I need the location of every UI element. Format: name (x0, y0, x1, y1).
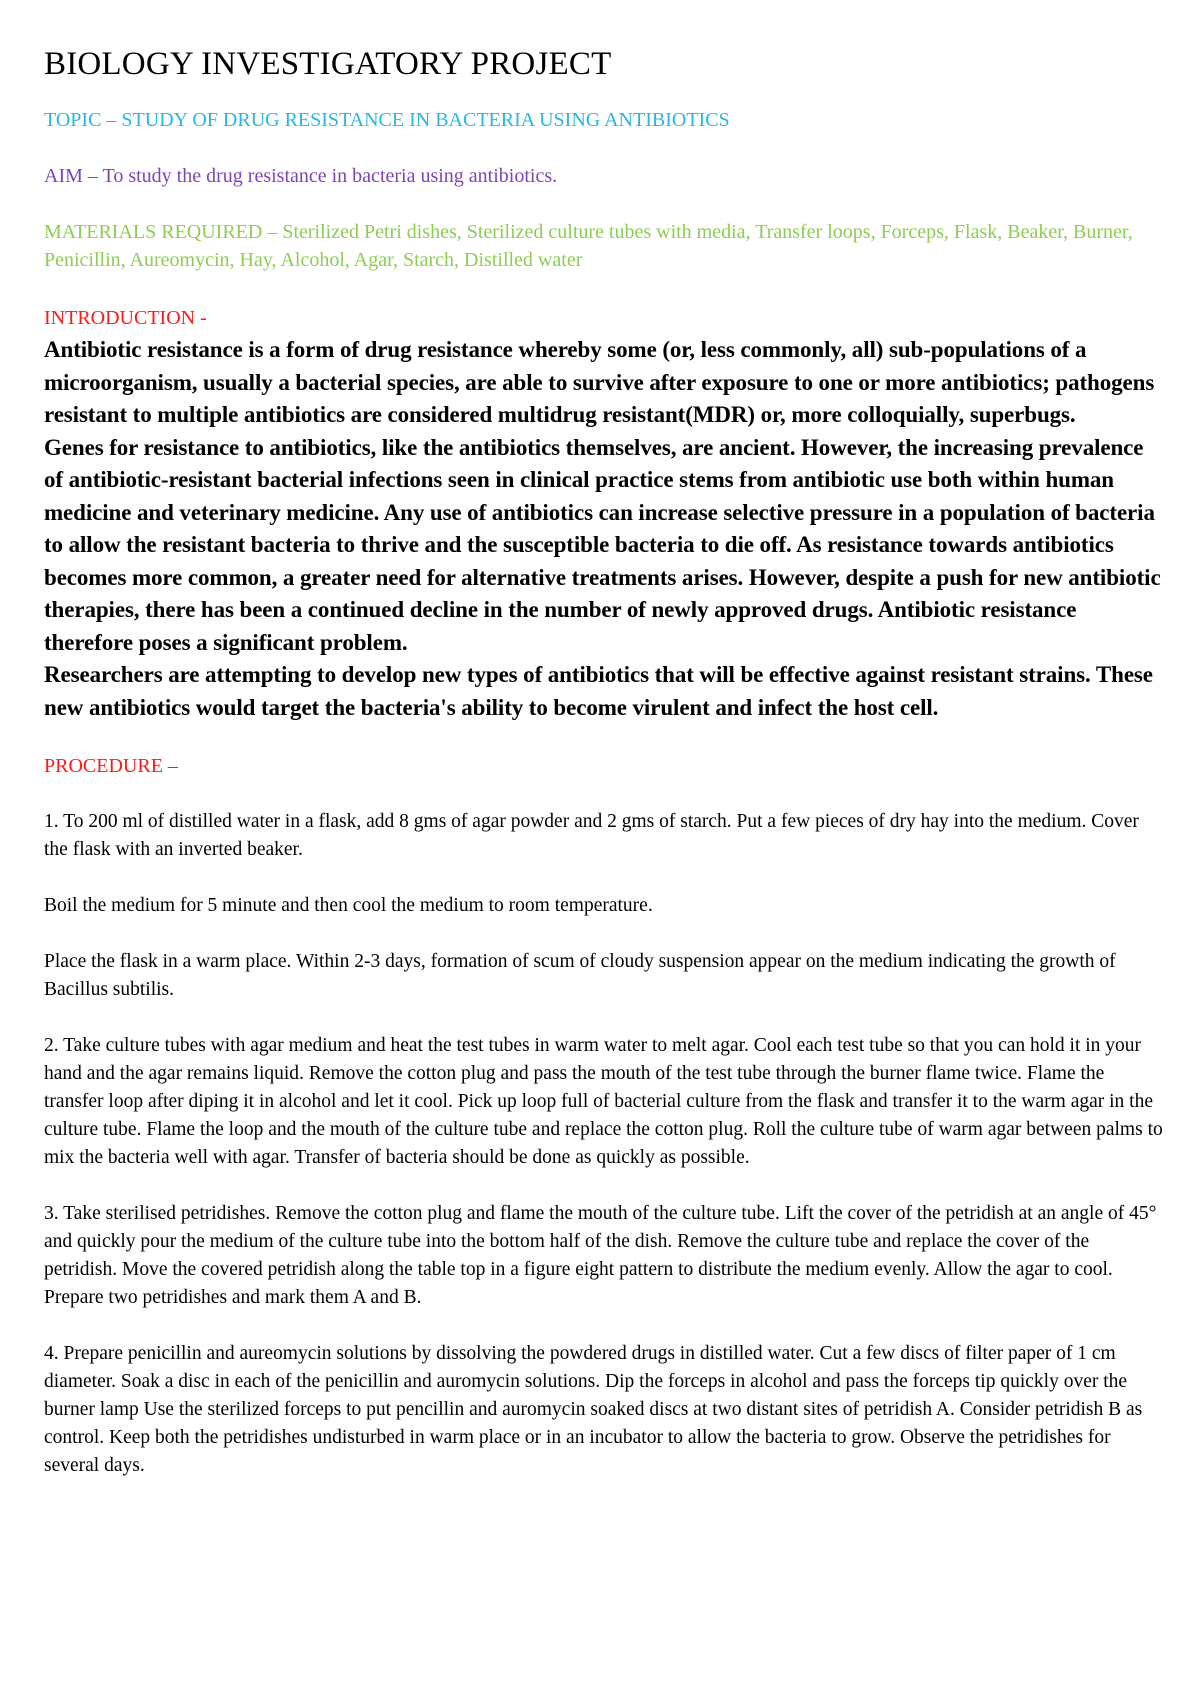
introduction-section (44, 334, 1166, 724)
document-title: BIOLOGY INVESTIGATORY PROJECT (44, 46, 612, 82)
introduction-paragraph: Researchers are attempting to develop new types of antibiotics that will be effective against resistant strains. These new antibiotics would target the bacteria's ability to become virulent and infect the host cell. (44, 662, 1153, 720)
topic-line: TOPIC – STUDY OF DRUG RESISTANCE IN BACTERIA USING ANTIBIOTICS (44, 109, 730, 131)
introduction-heading: INTRODUCTION - (44, 307, 207, 329)
procedure-section (44, 808, 1166, 1480)
materials-line: MATERIALS REQUIRED – Sterilized Petri dishes, Sterilized culture tubes with media, Transfer loops, Forceps, Flask, Beaker, Burner, Penicillin, Aureomycin, Hay, Alcohol, Agar, Starch, Distilled water (44, 221, 1133, 271)
procedure-step: 2. Take culture tubes with agar medium and heat the test tubes in warm water to melt agar. Cool each test tube so that you can hold it in your hand and the agar remains liquid. Remove the cotton plug and pass the mouth of the test tube through the burner flame twice. Flame the transfer loop after diping it in alcohol and let it cool. Pick up loop full of bacterial culture from the flask and transfer it to the warm agar in the culture tube. Flame the loop and the mouth of the culture tube and replace the cotton plug. Roll the culture tube of warm agar between palms to mix the bacteria well with agar. Transfer of bacteria should be done as quickly as possible. (44, 1035, 1163, 1168)
procedure-step: 3. Take sterilised petridishes. Remove the cotton plug and flame the mouth of the culture tube. Lift the cover of the petridish at an angle of 45° and quickly pour the medium of the culture tube into the bottom half of the dish. Remove the culture tube and replace the cover of the petridish. Move the covered petridish along the table top in a figure eight pattern to distribute the medium evenly. Allow the agar to cool. Prepare two petridishes and mark them A and B. (44, 1203, 1157, 1308)
procedure-step: 4. Prepare penicillin and aureomycin solutions by dissolving the powdered drugs in distilled water. Cut a few discs of filter paper of 1 cm diameter. Soak a disc in each of the penicillin and auromycin solutions. Dip the forceps in alcohol and pass the forceps tip quickly over the burner lamp Use the sterilized forceps to put pencillin and auromycin soaked discs at two distant sites of petridish A. Consider petridish B as control. Keep both the petridishes undisturbed in warm place or in an incubator to allow the bacteria to grow. Observe the petridishes for several days. (44, 1343, 1143, 1476)
procedure-step: Place the flask in a warm place. Within 2-3 days, formation of scum of cloudy suspension appear on the medium indicating the growth of Bacillus subtilis. (44, 951, 1116, 1000)
introduction-paragraph: Genes for resistance to antibiotics, like the antibiotics themselves, are ancient. However, the increasing prevalence of antibiotic-resistant bacterial infections seen in clinical practice stems from antibiotic use both within human medicine and veterinary medicine. Any use of antibiotics can increase selective pressure in a population of bacteria to allow the resistant bacteria to thrive and the susceptible bacteria to die off. As resistance towards antibiotics becomes more common, a greater need for alternative treatments arises. However, despite a push for new antibiotic therapies, there has been a continued decline in the number of newly approved drugs. Antibiotic resistance therefore poses a significant problem. (44, 434, 1161, 655)
procedure-step: Boil the medium for 5 minute and then cool the medium to room temperature. (44, 895, 653, 916)
procedure-step: 1. To 200 ml of distilled water in a flask, add 8 gms of agar powder and 2 gms of starch. Put a few pieces of dry hay into the medium. Cover the flask with an inverted beaker. (44, 811, 1139, 860)
aim-line: AIM – To study the drug resistance in bacteria using antibiotics. (44, 165, 558, 187)
document-page (44, 44, 1166, 1508)
procedure-heading: PROCEDURE – (44, 755, 178, 777)
introduction-paragraph: Antibiotic resistance is a form of drug resistance whereby some (or, less commonly, all) sub-populations of a microorganism, usually a bacterial species, are able to survive after exposure to one or more antibiotics; pathogens resistant to multiple antibiotics are considered multidrug resistant(MDR) or, more colloquially, superbugs. (44, 337, 1155, 427)
